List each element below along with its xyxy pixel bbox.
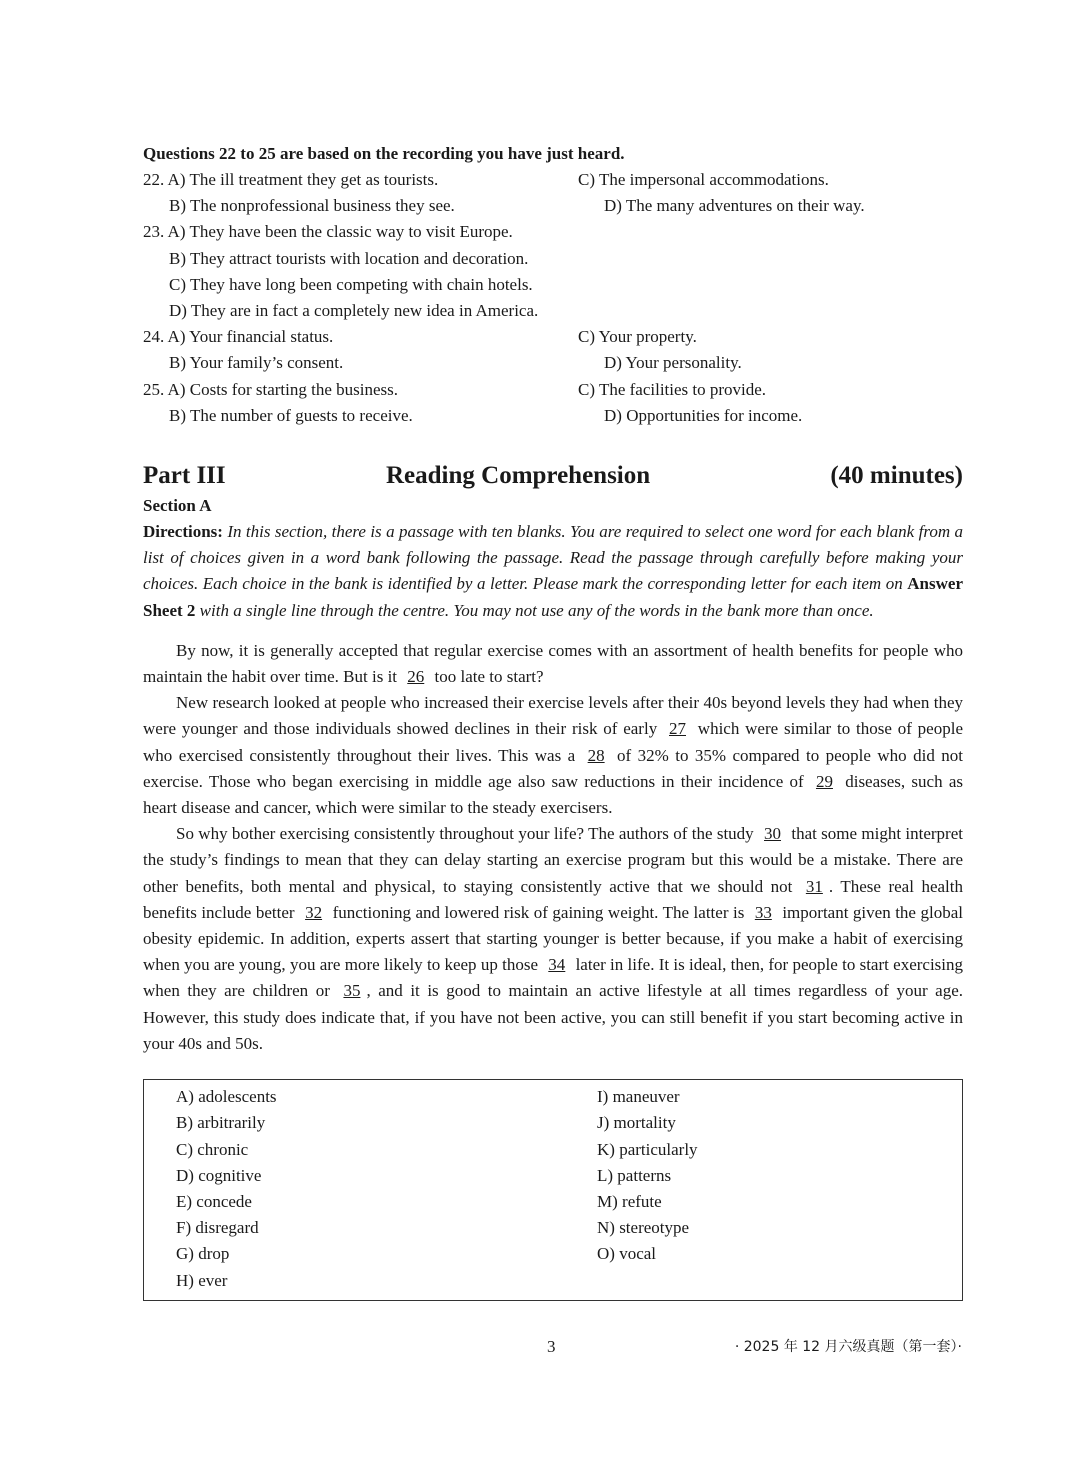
word-bank-item: E) concede [176,1191,252,1211]
part-label: Part III [143,462,226,490]
directions-text-1: In this section, there is a passage with ten blanks. You are required to select one word for each blank from a list of choices given in a word bank following the passage. Read the passage through carefully before making your choices. Each choice in the bank is identified by a letter. Please mark the corresponding letter for each item on [143,522,963,594]
blank-number: 28 [587,745,605,765]
passage-text: which were similar to those of people who exercised consistently throughout their lives. This was a [143,719,963,765]
blank-number: 30 [764,824,782,844]
word-bank-item: C) chronic [176,1139,249,1159]
word-bank-item: O) vocal [597,1244,657,1264]
word-bank-item: A) adolescents [176,1087,277,1107]
reading-passage [143,638,963,1057]
word-bank-item: K) particularly [597,1139,698,1159]
passage-text: diseases, such as heart disease and cancer, which were similar to the steady exercisers. [143,771,963,818]
word-bank-item: J) mortality [597,1113,676,1133]
blank-number: 31 [805,876,823,896]
passage-paragraph [143,638,963,690]
word-bank-column-2 [597,1084,698,1267]
option-row [143,298,963,324]
option-left: 24. A) Your financial status. [143,327,334,347]
passage-text: , and it is good to maintain an active lifestyle at all times regardless of your age. However, this study does indicate that, if you have not been active, you can still benefit if you start becoming active in your 40s and 50s. [143,981,964,1053]
word-bank [143,1079,963,1301]
option-left: B) The number of guests to receive. [169,405,413,425]
option-left: B) Your family’s consent. [169,353,344,373]
passage-text: that some might interpret the study’s findings to mean that they can delay starting an exercise program but this would be a mistake. There are other benefits, both mental and physical, to staying consistently active that we should not [143,824,963,896]
passage-paragraph [143,690,963,821]
blank-number: 34 [548,955,566,975]
passage-text: By now, it is generally accepted that regular exercise comes with an assortment of health benefits for people who maintain the habit over time. But is it [143,640,963,687]
passage-text: important given the global obesity epidemic. In addition, experts assert that starting younger is better because, if you make a habit of exercising when you are young, you are more likely to keep up those [143,902,963,975]
option-row [143,193,963,219]
option-right: C) The impersonal accommodations. [578,170,829,189]
page-number: 3 [547,1337,556,1356]
passage-paragraph [143,821,963,1057]
listening-questions-header: Questions 22 to 25 are based on the recording you have just heard. [143,144,625,163]
option-row [143,167,963,193]
option-left: 23. A) They have been the classic way to visit Europe. [143,222,513,242]
directions-text-2: with a single line through the centre. You may not use any of the words in the bank more than once. [195,600,874,620]
option-row [143,377,963,403]
option-left: D) They are in fact a completely new idea in America. [169,301,539,321]
word-bank-item: D) cognitive [176,1165,262,1185]
option-row [143,350,963,376]
exam-source: · 2025 年 12 月六级真题（第一套）· [734,1339,962,1355]
option-right: D) The many adventures on their way. [604,196,865,216]
word-bank-item: B) arbitrarily [176,1113,266,1133]
word-bank-item: G) drop [176,1244,230,1264]
option-right: D) Opportunities for income. [604,405,803,425]
option-row [143,324,963,350]
passage-text: later in life. It is ideal, then, for people to start exercising when they are children or [143,955,964,1001]
word-bank-item: I) maneuver [597,1087,680,1107]
blank-number: 35 [343,981,361,1001]
option-row [143,246,963,272]
word-bank-item: L) patterns [597,1165,672,1185]
option-left: 22. A) The ill treatment they get as tourists. [143,170,439,189]
listening-options [143,167,963,429]
option-row [143,272,963,298]
answer-sheet-ref: Answer Sheet 2 [143,574,963,620]
blank-number: 26 [407,667,425,687]
exam-page [143,141,963,1301]
passage-text: functioning and lowered risk of gaining weight. The latter is [328,902,749,922]
directions-label: Directions: [143,522,223,542]
directions [143,519,963,624]
word-bank-column-1 [176,1084,277,1294]
option-left: 25. A) Costs for starting the business. [143,379,398,399]
option-row [143,219,963,245]
passage-text: of 32% to 35% compared to people who did not exercise. Those who began exercising in middle age also saw reductions in their incidence of [143,745,963,791]
passage-text: So why bother exercising consistently throughout your life? The authors of the study [176,824,759,844]
option-row [143,403,963,429]
word-bank-item: H) ever [176,1270,228,1290]
word-bank-item: F) disregard [176,1218,259,1238]
word-bank-item: M) refute [597,1191,662,1211]
part-title: Reading Comprehension [386,462,651,490]
blank-number: 33 [754,902,772,922]
passage-text: too late to start? [430,667,544,687]
part-time: (40 minutes) [830,462,963,490]
blank-number: 29 [815,771,833,791]
option-left: B) They attract tourists with location and decoration. [169,248,529,268]
blank-number: 27 [669,719,686,739]
part-heading [143,461,963,491]
section-label: Section A [143,496,212,516]
option-right: D) Your personality. [604,353,742,373]
passage-text: New research looked at people who increased their exercise levels after their 40s beyond levels they had when they were younger and those individuals showed declines in their risk of early [143,693,963,739]
passage-text: . These real health benefits include better [143,876,963,922]
word-bank-item: N) stereotype [597,1218,690,1238]
option-right: C) Your property. [578,327,697,347]
option-left: C) They have long been competing with chain hotels. [169,274,533,294]
blank-number: 32 [305,902,323,922]
option-right: C) The facilities to provide. [578,379,767,399]
option-left: B) The nonprofessional business they see. [169,196,455,216]
